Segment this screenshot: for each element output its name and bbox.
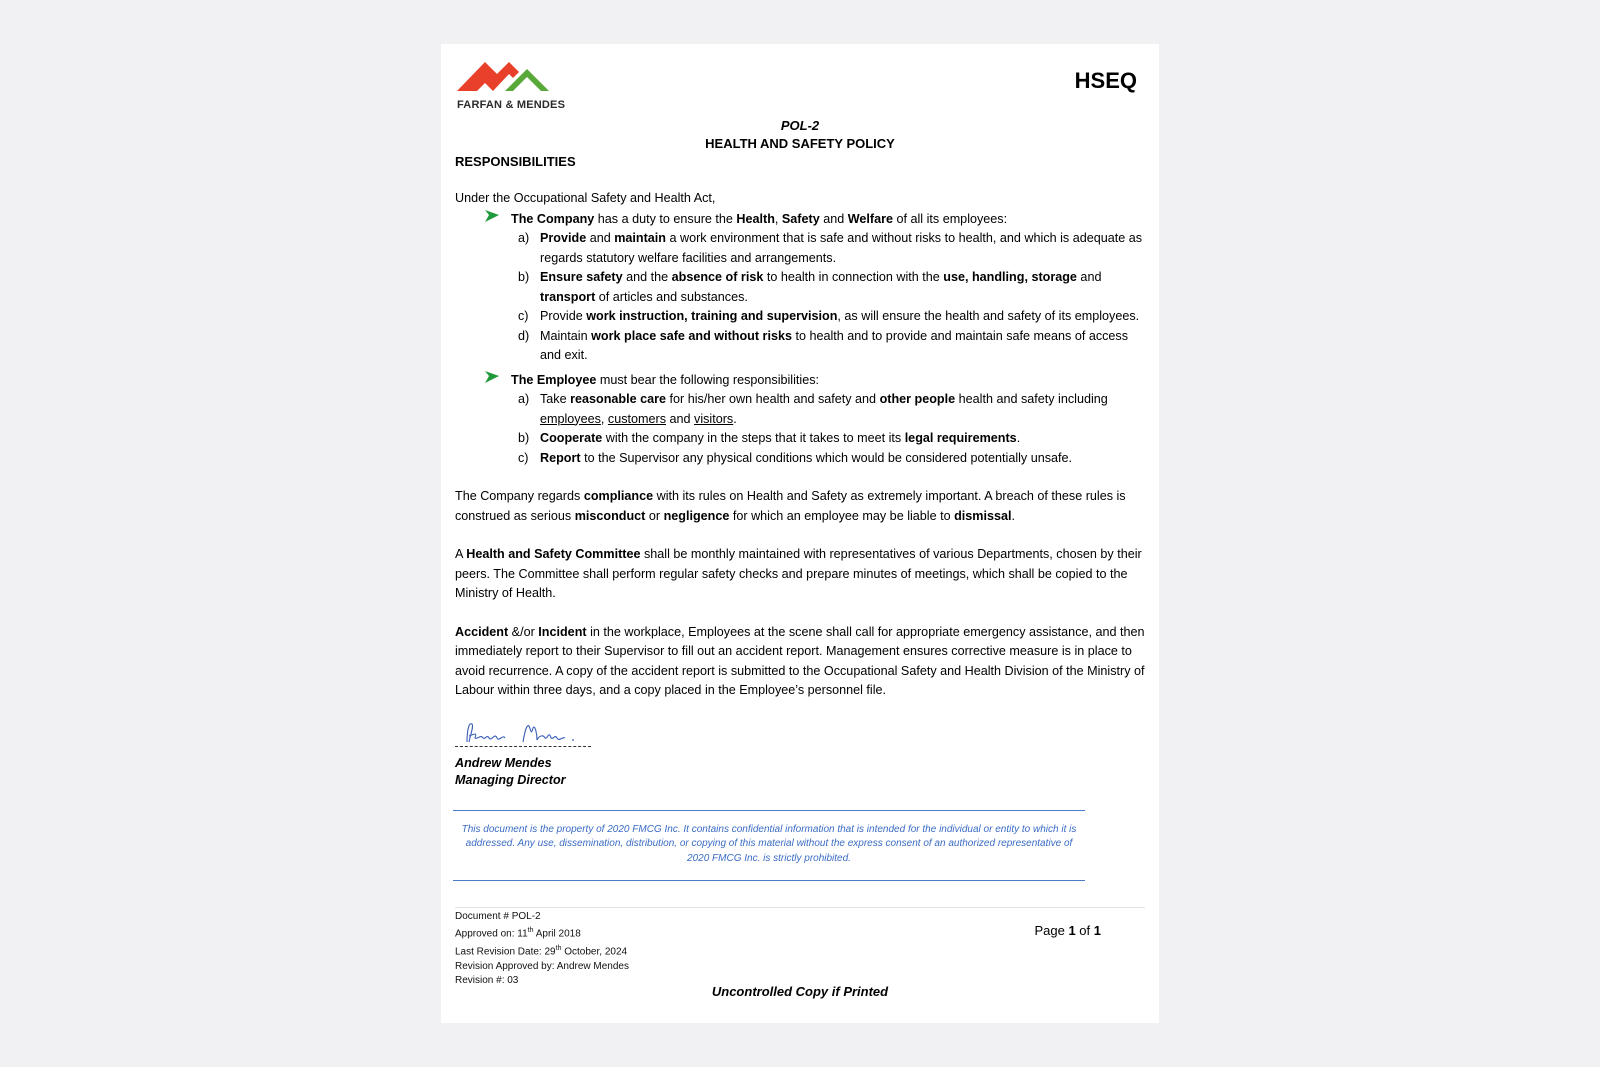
disclaimer-top-rule [453, 810, 1085, 811]
compliance-paragraph: The Company regards compliance with its rules on Health and Safety as extremely important. A breach of these rules is construed as serious misconduct or negligence for which an employee may be liable to dismissal. [455, 489, 1126, 523]
page-number: Page 1 of 1 [1034, 923, 1101, 938]
company-bullet-text: The Company has a duty to ensure the Health, Safety and Welfare of all its employees: [511, 211, 1008, 226]
section-heading: RESPONSIBILITIES [455, 154, 576, 169]
intro-text: Under the Occupational Safety and Health Act, [455, 191, 716, 205]
list-item: c) Provide work instruction, training and supervision, as will ensure the health and safety of its employees. [518, 309, 1140, 323]
signatory-name: Andrew Mendes [455, 756, 552, 770]
list-item: b) Ensure safety and the absence of risk to health in connection with the use, handling, storage and transport of articles and substances. [518, 270, 1102, 304]
last-revision-date: Last Revision Date: 29th October, 2024 [455, 944, 628, 958]
company-duties-list [455, 229, 1145, 366]
document-title: HEALTH AND SAFETY POLICY [705, 136, 895, 151]
footer-divider [455, 907, 1145, 908]
employee-duties-list [455, 390, 1145, 468]
list-item: c) Report to the Supervisor any physical conditions which would be considered potentially unsafe. [518, 450, 1073, 465]
department-label: HSEQ [1074, 68, 1137, 93]
list-item: a) Take reasonable care for his/her own health and safety and other people health and safety including employees, customers and visitors. [518, 392, 1108, 426]
list-item: d) Maintain work place safe and without risks to health and to provide and maintain safe means of access and exit. [518, 328, 1129, 362]
document-number: Document # POL-2 [455, 911, 541, 922]
signatory [455, 755, 566, 789]
signature-line [455, 746, 591, 747]
disclaimer-bottom-rule [453, 880, 1085, 881]
employee-bullet [455, 371, 1145, 391]
employee-bullet-text: The Employee must bear the following responsibilities: [511, 372, 819, 387]
confidentiality-disclaimer: This document is the property of 2020 FMCG Inc. It contains confidential information that is intended for the individual or entity to which it is addressed. Any use, dissemination, distribution, or copying of this material without the express consent of an authorized representative of 2020 FMCG Inc. is strictly prohibited. [461, 824, 1077, 864]
list-item: a) Provide and maintain a work environment that is safe and without risks to health, and which is adequate as regards statutory welfare facilities and arrangements. [518, 231, 1143, 265]
bullet-arrow-icon [485, 209, 499, 223]
company-bullet [455, 210, 1145, 230]
uncontrolled-copy-notice: Uncontrolled Copy if Printed [711, 984, 889, 999]
approved-date: Approved on: 11th April 2018 [455, 927, 581, 940]
revision-number: Revision #: 03 [455, 974, 519, 986]
committee-paragraph: A Health and Safety Committee shall be monthly maintained with representatives of various Departments, chosen by their peers. The Committee shall perform regular safety checks and prepare minutes of meetings, which shall be copied to the Ministry of Health. [455, 547, 1142, 600]
document-page [441, 44, 1159, 1023]
document-code: POL-2 [780, 118, 820, 133]
signature-image [455, 716, 591, 750]
accident-paragraph: Accident &/or Incident in the workplace, Employees at the scene shall call for appropriate emergency assistance, and then immediately report to their Supervisor to fill out an accident report. Management ensures corrective measure is in place to avoid recurrence. A copy of the accident report is submitted to the Occupational Safety and Health Division of the Ministry of Labour within three days, and a copy placed in the Employee’s personnel file. [455, 624, 1145, 697]
document-metadata [455, 910, 629, 988]
bullet-arrow-icon [485, 370, 499, 384]
policy-body [455, 189, 1145, 701]
list-item: b) Cooperate with the company in the steps that it takes to meet its legal requirements. [518, 431, 1021, 445]
logo-text: FARFAN & MENDES [457, 99, 566, 111]
signatory-title: Managing Director [455, 773, 566, 787]
revision-approved-by: Revision Approved by: Andrew Mendes [455, 960, 629, 972]
